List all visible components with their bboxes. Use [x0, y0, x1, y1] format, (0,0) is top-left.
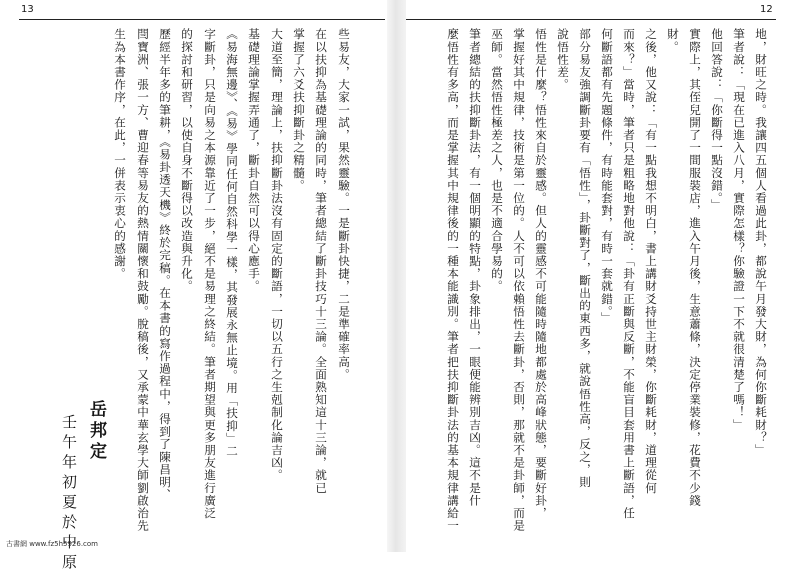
page-number-left: 13 — [21, 4, 34, 15]
signature-date: 壬午年初夏於中原 — [60, 414, 78, 574]
right-column-2: 筆者說：「現在已進入八月，實際怎樣？你驗證一下不就很清楚了嗎！」 — [732, 28, 746, 432]
left-column-1: 些易友，大家一試，果然靈驗。一是斷卦快捷，二是準確率高。 — [337, 28, 351, 381]
left-column-11: 生為本書作序，在此，一併表示衷心的感謝。 — [113, 28, 127, 280]
right-column-10: 說悟性差。 — [556, 28, 570, 91]
right-column-3: 他回答說：「你斷得一點沒錯。」 — [710, 28, 724, 212]
right-column-6: 之後，他又說：「有一點我想不明白，書上講財爻持世主財榮，你斷耗財，道理從何 — [644, 28, 658, 495]
header-rule-left — [19, 19, 385, 20]
author-signature: 岳邦定 — [86, 400, 106, 463]
left-column-7: 字斷卦，只是向易之本源靠近了一步，絕不是易理之終結。筆者期望與更多朋友進行廣泛 — [203, 28, 217, 520]
right-column-9: 部分易友強調斷卦要有「悟性」，卦斷對了，斷出的東西多，就說悟性高，反之，則 — [578, 28, 592, 489]
header-rule-right — [404, 19, 776, 20]
right-column-13: 巫師。當然悟性極差之人，也是不適合學易的。 — [490, 28, 504, 293]
page-number-right: 12 — [760, 4, 773, 15]
left-column-10: 閆寶洲、張一方、曹迎春等易友的熱情關懷和鼓勵。脫稿後，又承蒙中華玄學大師劉啟治先 — [136, 28, 150, 532]
right-column-5: 財。 — [666, 28, 680, 54]
left-column-8: 的探討和研習，以使自身不斷得以改造與升化。 — [180, 28, 194, 293]
left-column-6: 《易海無邊》、《易》學同任何自然科學一樣，其發展永無止境。用「扶抑」二 — [225, 28, 239, 458]
right-column-15: 麼悟性有多高，而是掌握其中規律後的一種本能識別。筆者把扶抑斷卦法的基本規律講給一 — [446, 28, 460, 532]
book-gutter — [387, 0, 406, 552]
right-column-1: 地，財旺之時。我讓四五個人看過此卦，都說午月發大財，為何你斷耗財？」 — [754, 28, 768, 457]
right-column-4: 實際上，其侄兒開了一間服裝店，進入午月後，生意蕭條，決定停業裝修，花費不少錢 — [688, 28, 702, 507]
left-column-9: 歷經半年多的筆耕，《易卦透天機》終於完稿。在本書的寫作過程中，得到了陳昌明、 — [158, 28, 172, 501]
left-column-5: 基礎理論掌握弄通了，斷卦自然可以得心應手。 — [247, 28, 261, 293]
left-column-2: 在以扶抑為基礎理論的同時，筆者總結了斷卦技巧十三論。全面熟知這十三論，就已 — [314, 28, 328, 495]
source-watermark: 古書網 www.fz5h5926.com — [6, 540, 99, 548]
left-column-4: 大道至簡，理論上，扶抑斷卦法沒有固定的斷語，一切以五行之生剋制化論吉凶。 — [270, 28, 284, 482]
left-column-3: 掌握了六爻扶抑斷卦之精髓。 — [292, 28, 306, 192]
right-column-8: 何斷語都有先題條件，有時能套對，有時一套就錯。」 — [600, 28, 614, 325]
right-column-12: 掌握好其中規律，技術是第一位的。人不可以依賴悟性去斷卦，否則，那就不是卦師，而是 — [512, 28, 526, 532]
right-column-11: 悟性是什麼？悟性來自於靈感。但人的靈感不可能隨時隨地都處於高峰狀態，要斷好卦， — [534, 28, 548, 520]
right-column-14: 筆者總結的扶抑斷卦法，有一個明顯的特點，卦象排出，一眼便能辨別吉凶。這不是什 — [468, 28, 482, 507]
right-column-7: 而來？」當時，筆者只是粗略地對他說：「卦有正斷與反斷，不能盲目套用書上斷語，任 — [622, 28, 636, 520]
